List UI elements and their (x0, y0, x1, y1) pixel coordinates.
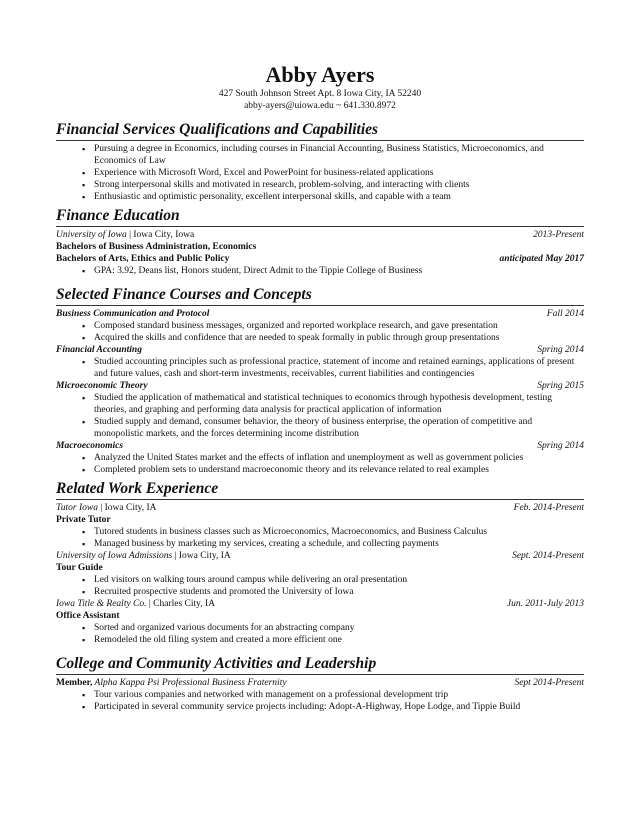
course-term: Spring 2014 (537, 345, 584, 355)
job-bullets (56, 526, 584, 550)
list-item: ▪ Strong interpersonal skills and motivated in research, problem-solving, and interacting with clients (82, 179, 584, 191)
list-item: ▪ Pursuing a degree in Economics, including courses in Financial Accounting, Business Statistics, Microeconomics, and Economics of Law (82, 143, 584, 167)
activity-org: Alpha Kappa Psi Professional Business Fraternity (92, 678, 287, 688)
job-role: Private Tutor (56, 515, 111, 525)
course-row (56, 308, 584, 320)
activity-dates: Sept 2014-Present (514, 678, 584, 688)
degree-2: Bachelors of Arts, Ethics and Public Policy (56, 254, 230, 264)
list-item: ▪ Studied accounting principles such as professional practice, statement of income and retained earnings, applications of present and future values, cash and short-term investments, receivables, current liabilities and contingencies (82, 356, 584, 380)
candidate-name: Abby Ayers (265, 62, 375, 87)
list-item: ▪ Studied supply and demand, consumer behavior, the theory of business enterprise, the operation of competitive and monopolistic markets, and the forces determining income distribution (82, 416, 584, 440)
job-dates: Jun. 2011-July 2013 (506, 599, 584, 609)
list-item: ▪ Acquired the skills and confidence that are needed to speak formally in public through group presentations (82, 332, 584, 344)
list-item: ▪ Participated in several community service projects including: Adopt-A-Highway, Hope Lodge, and Tippie Build (82, 701, 584, 713)
school-name: University of Iowa (56, 230, 127, 240)
course-name: Microeconomic Theory (56, 381, 148, 391)
course-row (56, 344, 584, 356)
list-item: ▪ Experience with Microsoft Word, Excel and PowerPoint for business-related applications (82, 167, 584, 179)
degree-1: Bachelors of Business Administration, Economics (56, 242, 257, 252)
education-header-row (56, 229, 584, 241)
job-role: Tour Guide (56, 563, 103, 573)
employer-location: | Iowa City, IA (172, 551, 231, 561)
activity-role: Member, (56, 678, 93, 688)
course-name: Macroeconomics (56, 441, 124, 451)
course-name: Financial Accounting (56, 345, 142, 355)
section-title-education: Finance Education (56, 206, 584, 227)
job-header-row (56, 502, 584, 514)
section-title-courses: Selected Finance Courses and Concepts (56, 285, 584, 306)
employer-location: | Charles City, IA (146, 599, 216, 609)
activity-header-row (56, 677, 584, 689)
education-dates: 2013-Present (533, 230, 584, 240)
list-item: ▪ Enthusiastic and optimistic personality, excellent interpersonal skills, and capable with a team (82, 191, 584, 203)
list-item: ▪ Tour various companies and networked with management on a professional development trip (82, 689, 584, 701)
job-dates: Feb. 2014-Present (513, 503, 584, 513)
job-header-row (56, 550, 584, 562)
school-location: | Iowa City, Iowa (126, 230, 195, 240)
job-bullets (56, 622, 584, 646)
anticipated-date: anticipated May 2017 (499, 254, 584, 264)
education-list (56, 265, 584, 277)
course-term: Spring 2014 (537, 441, 584, 451)
list-item: ▪ GPA: 3.92, Deans list, Honors student, Direct Admit to the Tippie College of Business (82, 265, 584, 277)
list-item: ▪ Sorted and organized various documents for an abstracting company (82, 622, 584, 634)
qualifications-list (56, 143, 584, 203)
list-item: ▪ Composed standard business messages, organized and reported workplace research, and gave presentation (82, 320, 584, 332)
course-bullets (56, 320, 584, 344)
address-line: 427 South Johnson Street Apt. 8 Iowa City, IA 52240 (218, 89, 422, 99)
job-role: Office Assistant (56, 611, 120, 621)
section-title-activities: College and Community Activities and Leadership (56, 654, 584, 675)
list-item: ▪ Studied the application of mathematical and statistical techniques to economics through hypothesis development, testing theories, and graphing and performing data analysis for practical application of information (82, 392, 584, 416)
list-item: ▪ Remodeled the old filing system and created a more efficient one (82, 634, 584, 646)
list-item: ▪ Tutored students in business classes such as Microeconomics, Macroeconomics, and Business Calculus (82, 526, 584, 538)
course-bullets (56, 452, 584, 476)
contact-line: abby-ayers@uiowa.edu ~ 641.330.8972 (244, 101, 396, 111)
list-item: ▪ Completed problem sets to understand macroeconomic theory and its relevance related to real examples (82, 464, 584, 476)
employer-name: Iowa Title & Realty Co. (56, 599, 147, 609)
course-bullets (56, 392, 584, 440)
course-row (56, 380, 584, 392)
list-item: ▪ Managed business by marketing my services, creating a schedule, and collecting payments (82, 538, 584, 550)
job-dates: Sept. 2014-Present (512, 551, 584, 561)
degree-2-row (56, 253, 584, 265)
employer-name: Tutor Iowa (56, 503, 98, 513)
list-item: ▪ Recruited prospective students and promoted the University of Iowa (82, 586, 584, 598)
job-bullets (56, 574, 584, 598)
course-term: Spring 2015 (537, 381, 584, 391)
section-title-work: Related Work Experience (56, 479, 584, 500)
list-item: ▪ Analyzed the United States market and the effects of inflation and unemployment as well as government policies (82, 452, 584, 464)
course-name: Business Communication and Protocol (56, 309, 210, 319)
course-row (56, 440, 584, 452)
list-item: ▪ Led visitors on walking tours around campus while delivering an oral presentation (82, 574, 584, 586)
resume-page (56, 62, 584, 713)
section-title-qualifications: Financial Services Qualifications and Capabilities (56, 120, 584, 141)
course-term: Fall 2014 (546, 309, 584, 319)
employer-location: | Iowa City, IA (97, 503, 157, 513)
course-bullets (56, 356, 584, 380)
activity-bullets (56, 689, 584, 713)
job-header-row (56, 598, 584, 610)
employer-name: University of Iowa Admissions (56, 551, 173, 561)
